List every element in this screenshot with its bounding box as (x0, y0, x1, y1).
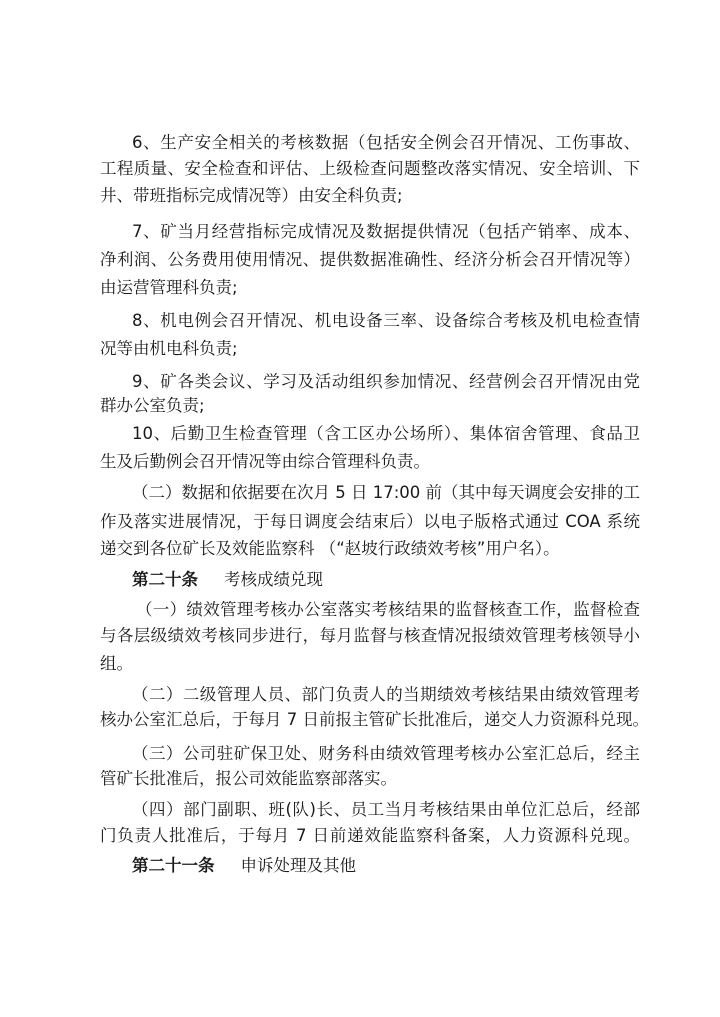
text-line: 生及后勤例会召开情况等由综合管理科负责。 (100, 452, 430, 471)
text-line: 组。 (100, 654, 133, 673)
text-line: 7、矿当月经营指标完成情况及数据提供情况（包括产销率、成本、 (132, 222, 640, 241)
article-heading-20 (132, 568, 640, 592)
text-line: 9、矿各类会议、学习及活动组织参加情况、经营例会召开情况由党 (132, 372, 640, 391)
text-line: 门负责人批准后，于每月 7 日前递效能监察科备案，人力资源科兑现。 (100, 826, 640, 845)
text-line: （一）绩效管理考核办公室落实考核结果的监督核查工作，监督检查 (136, 600, 640, 619)
text-line: 净利润、公务费用使用情况、提供数据准确性、经济分析会召开情况等） (100, 250, 640, 269)
text-line: 况等由机电科负责; (100, 339, 238, 358)
text-line: （二）数据和依据要在次月 5 日 17:00 前（其中每天调度会安排的工 (132, 483, 641, 502)
article-title: 申诉处理及其他 (240, 856, 356, 875)
text-line: 工程质量、安全检查和评估、上级检查问题整改落实情况、安全培训、下 (100, 159, 640, 178)
text-line: 管矿长批准后，报公司效能监察部落实。 (100, 769, 397, 788)
text-line: 递交到各位矿长及效能监察科 （“赵坡行政绩效考核”用户名）。 (100, 539, 560, 558)
text-line: 核办公室汇总后，于每月 7 日前报主管矿长批准后，递交人力资源科兑现。 (100, 710, 649, 729)
text-line: 由运营管理科负责; (100, 278, 238, 297)
text-line: （四）部门副职、班(队)长、员工当月考核结果由单位汇总后，经部 (132, 800, 640, 819)
text-line: （二）二级管理人员、部门负责人的当期绩效考核结果由绩效管理考 (132, 685, 640, 704)
text-line: 群办公室负责; (100, 396, 205, 415)
text-line: 6、生产安全相关的考核数据（包括安全例会召开情况、工伤事故、 (132, 133, 640, 152)
article-number: 第二十条 (132, 570, 198, 589)
text-line: 8、机电例会召开情况、机电设备三率、设备综合考核及机电检查情 (132, 311, 640, 330)
text-line: 井、带班指标完成情况等）由安全科负责; (100, 186, 403, 205)
text-line: （三）公司驻矿保卫处、财务科由绩效管理考核办公室汇总后，经主 (132, 744, 640, 763)
article-heading-21 (132, 854, 640, 878)
article-title: 考核成绩兑现 (224, 570, 323, 589)
article-number: 第二十一条 (132, 856, 215, 875)
text-line: 作及落实进展情况，于每日调度会结束后）以电子版格式通过 COA 系统 (100, 512, 640, 531)
text-line: 与各层级绩效考核同步进行，每月监督与核查情况报绩效管理考核领导小 (100, 626, 640, 645)
text-line: 10、后勤卫生检查管理（含工区办公场所）、集体宿舍管理、食品卫 (132, 424, 640, 443)
